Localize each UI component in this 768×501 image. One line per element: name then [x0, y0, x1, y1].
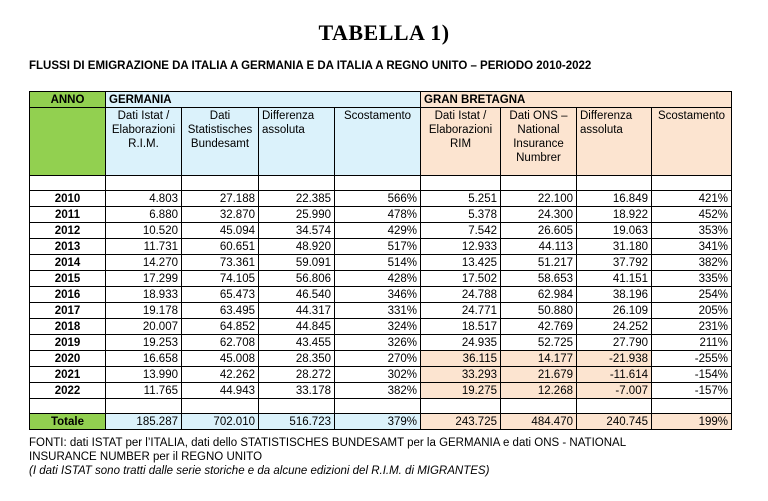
cell-uk-scost: 205%: [652, 303, 732, 319]
total-uk-diff: 240.745: [577, 414, 652, 430]
cell-uk-istat: 17.502: [421, 271, 501, 287]
cell-de-diff: 28.350: [259, 351, 335, 367]
year-cell: 2016: [30, 287, 106, 303]
cell-uk-diff: 41.151: [577, 271, 652, 287]
cell-uk-istat: 13.425: [421, 255, 501, 271]
cell-uk-scost: 254%: [652, 287, 732, 303]
header-uk-istat: Dati Istat / Elaborazioni RIM: [421, 108, 501, 176]
cell-de-diff: 25.990: [259, 207, 335, 223]
cell-uk-diff: 16.849: [577, 191, 652, 207]
table-row: [30, 367, 732, 383]
year-cell: 2019: [30, 335, 106, 351]
cell-de-scost: 326%: [335, 335, 421, 351]
cell-de-scost: 514%: [335, 255, 421, 271]
totals-label: Totale: [30, 414, 106, 430]
cell-uk-scost: 353%: [652, 223, 732, 239]
cell-uk-scost: -154%: [652, 367, 732, 383]
cell-de-dati: 42.262: [182, 367, 259, 383]
cell-uk-ons: 26.605: [501, 223, 577, 239]
cell-uk-scost: 382%: [652, 255, 732, 271]
cell-de-scost: 382%: [335, 383, 421, 399]
year-cell: 2015: [30, 271, 106, 287]
cell-de-scost: 517%: [335, 239, 421, 255]
cell-uk-ons: 58.653: [501, 271, 577, 287]
year-cell: 2010: [30, 191, 106, 207]
cell-de-dati: 65.473: [182, 287, 259, 303]
cell-uk-diff: -21.938: [577, 351, 652, 367]
cell-uk-diff: 31.180: [577, 239, 652, 255]
header-de-istat: Dati Istat / Elaborazioni R.I.M.: [106, 108, 182, 176]
cell-uk-scost: -255%: [652, 351, 732, 367]
cell-uk-scost: 452%: [652, 207, 732, 223]
header-anno: ANNO: [30, 92, 106, 108]
cell-de-scost: 302%: [335, 367, 421, 383]
cell-de-scost: 428%: [335, 271, 421, 287]
cell-de-diff: 59.091: [259, 255, 335, 271]
cell-de-scost: 566%: [335, 191, 421, 207]
year-cell: 2018: [30, 319, 106, 335]
cell-de-istat: 11.765: [106, 383, 182, 399]
cell-uk-scost: -157%: [652, 383, 732, 399]
cell-uk-istat: 33.293: [421, 367, 501, 383]
cell-uk-istat: 12.933: [421, 239, 501, 255]
table-row: [30, 319, 732, 335]
table-row: [30, 207, 732, 223]
cell-de-dati: 45.008: [182, 351, 259, 367]
cell-uk-istat: 18.517: [421, 319, 501, 335]
cell-uk-diff: 24.252: [577, 319, 652, 335]
cell-uk-diff: -11.614: [577, 367, 652, 383]
cell-uk-diff: -7.007: [577, 383, 652, 399]
cell-uk-scost: 335%: [652, 271, 732, 287]
cell-de-dati: 64.852: [182, 319, 259, 335]
page-title: TABELLA 1): [318, 20, 450, 45]
table-row: [30, 303, 732, 319]
total-uk-istat: 243.725: [421, 414, 501, 430]
cell-de-dati: 74.105: [182, 271, 259, 287]
cell-uk-ons: 62.984: [501, 287, 577, 303]
cell-de-diff: 34.574: [259, 223, 335, 239]
year-cell: 2012: [30, 223, 106, 239]
cell-uk-ons: 52.725: [501, 335, 577, 351]
cell-de-istat: 19.178: [106, 303, 182, 319]
cell-de-istat: 20.007: [106, 319, 182, 335]
table-row: [30, 351, 732, 367]
cell-de-diff: 22.385: [259, 191, 335, 207]
total-uk-ons: 484.470: [501, 414, 577, 430]
spacer-row: [30, 176, 732, 191]
cell-de-istat: 4.803: [106, 191, 182, 207]
cell-de-scost: 346%: [335, 287, 421, 303]
header-uk-scostamento: Scostamento: [652, 108, 732, 176]
cell-de-istat: 13.990: [106, 367, 182, 383]
cell-uk-ons: 24.300: [501, 207, 577, 223]
cell-uk-ons: 22.100: [501, 191, 577, 207]
cell-uk-diff: 18.922: [577, 207, 652, 223]
table-subtitle: FLUSSI DI EMIGRAZIONE DA ITALIA A GERMANIA E DA ITALIA A REGNO UNITO – PERIODO 2010-2022: [29, 60, 592, 72]
cell-uk-diff: 26.109: [577, 303, 652, 319]
cell-de-istat: 17.299: [106, 271, 182, 287]
total-de-istat: 185.287: [106, 414, 182, 430]
cell-uk-istat: 24.771: [421, 303, 501, 319]
cell-uk-istat: 24.935: [421, 335, 501, 351]
table-row: [30, 287, 732, 303]
header-de-scostamento: Scostamento: [335, 108, 421, 176]
year-cell: 2014: [30, 255, 106, 271]
year-cell: 2017: [30, 303, 106, 319]
cell-uk-ons: 21.679: [501, 367, 577, 383]
cell-de-istat: 6.880: [106, 207, 182, 223]
cell-de-diff: 44.845: [259, 319, 335, 335]
cell-uk-ons: 12.268: [501, 383, 577, 399]
cell-de-diff: 44.317: [259, 303, 335, 319]
cell-de-istat: 14.270: [106, 255, 182, 271]
header-uk-ons: Dati ONS – National Insurance Numbrer: [501, 108, 577, 176]
cell-uk-istat: 5.378: [421, 207, 501, 223]
table-row: [30, 383, 732, 399]
cell-de-scost: 270%: [335, 351, 421, 367]
cell-de-istat: 11.731: [106, 239, 182, 255]
cell-de-istat: 19.253: [106, 335, 182, 351]
cell-uk-istat: 24.788: [421, 287, 501, 303]
emigration-table: [29, 91, 732, 430]
totals-row: [30, 414, 732, 430]
table-row: [30, 255, 732, 271]
cell-uk-ons: 14.177: [501, 351, 577, 367]
cell-de-diff: 46.540: [259, 287, 335, 303]
cell-uk-diff: 19.063: [577, 223, 652, 239]
footer-source-line2: INSURANCE NUMBER per il REGNO UNITO: [29, 451, 263, 463]
total-de-diff: 516.723: [259, 414, 335, 430]
header-uk-differenza: Differenza assoluta: [577, 108, 652, 176]
cell-de-scost: 429%: [335, 223, 421, 239]
header-de-differenza: Differenza assoluta: [259, 108, 335, 176]
cell-uk-istat: 7.542: [421, 223, 501, 239]
cell-de-dati: 62.708: [182, 335, 259, 351]
cell-de-scost: 324%: [335, 319, 421, 335]
cell-uk-diff: 37.792: [577, 255, 652, 271]
cell-uk-ons: 44.113: [501, 239, 577, 255]
spacer-row: [30, 399, 732, 414]
table-row: [30, 335, 732, 351]
header-germania: GERMANIA: [106, 92, 421, 108]
cell-uk-scost: 231%: [652, 319, 732, 335]
total-de-dati: 702.010: [182, 414, 259, 430]
cell-de-scost: 331%: [335, 303, 421, 319]
year-cell: 2011: [30, 207, 106, 223]
cell-uk-ons: 51.217: [501, 255, 577, 271]
cell-de-diff: 56.806: [259, 271, 335, 287]
cell-de-diff: 33.178: [259, 383, 335, 399]
table-row: [30, 191, 732, 207]
cell-de-dati: 60.651: [182, 239, 259, 255]
cell-uk-scost: 211%: [652, 335, 732, 351]
cell-uk-ons: 42.769: [501, 319, 577, 335]
cell-de-istat: 10.520: [106, 223, 182, 239]
footer-notes: [29, 436, 729, 478]
total-uk-scost: 199%: [652, 414, 732, 430]
cell-uk-ons: 50.880: [501, 303, 577, 319]
cell-de-dati: 63.495: [182, 303, 259, 319]
year-cell: 2022: [30, 383, 106, 399]
cell-de-dati: 45.094: [182, 223, 259, 239]
year-cell: 2013: [30, 239, 106, 255]
cell-uk-istat: 19.275: [421, 383, 501, 399]
cell-de-dati: 32.870: [182, 207, 259, 223]
year-cell: 2021: [30, 367, 106, 383]
cell-de-scost: 478%: [335, 207, 421, 223]
cell-uk-diff: 38.196: [577, 287, 652, 303]
cell-uk-scost: 341%: [652, 239, 732, 255]
header-gran-bretagna: GRAN BRETAGNA: [421, 92, 732, 108]
cell-de-dati: 73.361: [182, 255, 259, 271]
header-de-bundesamt: Dati Statistisches Bundesamt: [182, 108, 259, 176]
table-row: [30, 239, 732, 255]
footer-source-line1: FONTI: dati ISTAT per l’ITALIA, dati dello STATISTISCHES BUNDESAMT per la GERMANIA e dati ONS - NATIONAL: [29, 437, 627, 449]
cell-de-diff: 48.920: [259, 239, 335, 255]
cell-uk-scost: 421%: [652, 191, 732, 207]
cell-de-dati: 44.943: [182, 383, 259, 399]
cell-de-diff: 43.455: [259, 335, 335, 351]
table-row: [30, 223, 732, 239]
cell-de-dati: 27.188: [182, 191, 259, 207]
footer-note: (I dati ISTAT sono tratti dalle serie storiche e da alcune edizioni del R.I.M. di MIGRANTES): [29, 465, 490, 477]
year-cell: 2020: [30, 351, 106, 367]
cell-de-istat: 16.658: [106, 351, 182, 367]
cell-uk-istat: 5.251: [421, 191, 501, 207]
cell-uk-istat: 36.115: [421, 351, 501, 367]
cell-de-diff: 28.272: [259, 367, 335, 383]
cell-uk-diff: 27.790: [577, 335, 652, 351]
table-row: [30, 271, 732, 287]
header-anno-fill: [30, 108, 106, 176]
total-de-scost: 379%: [335, 414, 421, 430]
cell-de-istat: 18.933: [106, 287, 182, 303]
